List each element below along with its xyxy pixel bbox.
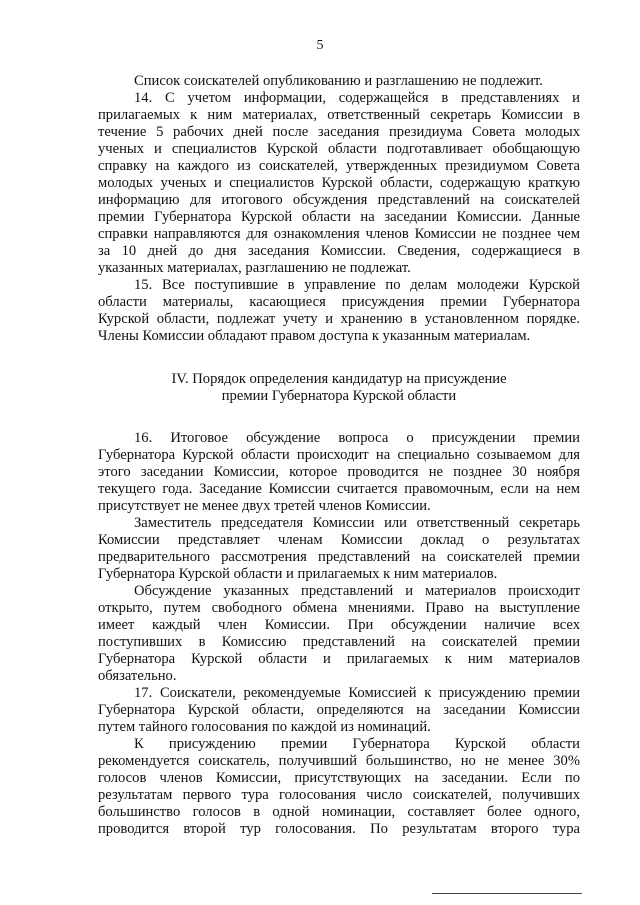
text-line: справки направляются для ознакомления членов Комиссии не позднее чем: [98, 226, 580, 242]
text-line: Губернатора Курской области и прилагаемых к ним материалов.: [98, 566, 498, 582]
text-line: предварительного рассмотрения представлений на соискателей премии: [98, 549, 580, 565]
text-line: текущего года. Заседание Комиссии считается правомочным, если на нем: [98, 481, 580, 497]
text-line: Губернатора Курской области и прилагаемых к ним материалов: [98, 651, 580, 667]
text-line: информацию для итогового обсуждения представлений на соискателей: [98, 192, 580, 208]
text-line: Заместитель председателя Комиссии или ответственный секретарь: [134, 515, 580, 531]
text-line: 16. Итоговое обсуждение вопроса о присуждении премии: [134, 430, 580, 446]
section-heading-line-2: премии Губернатора Курской области: [221, 388, 457, 404]
text-line: имеет каждый член Комиссии. При обсуждении наличие всех: [98, 617, 580, 633]
text-line: присутствует не менее двух третей членов Комиссии.: [98, 498, 431, 514]
footer-rule: [432, 893, 582, 894]
text-line: поступивших в Комиссию представлений на соискателей премии: [98, 634, 580, 650]
text-line: открыто, путем свободного обмена мнениями. Право на выступление: [98, 600, 580, 616]
page-number: 5: [316, 38, 324, 53]
section-heading-line-1: IV. Порядок определения кандидатур на присуждение: [171, 371, 507, 387]
text-line: этого заседании Комиссии, которое проводится не позднее 30 ноября: [98, 464, 580, 480]
text-line: 15. Все поступившие в управление по делам молодежи Курской: [134, 277, 580, 293]
text-line: за 10 дней до дня заседания Комиссии. Сведения, содержащиеся в: [98, 243, 580, 259]
text-line: Обсуждение указанных представлений и материалов происходит: [134, 583, 580, 599]
text-line: прилагаемых к ним материалах, ответственный секретарь Комиссии в: [98, 107, 580, 123]
text-line: голосов членов Комиссии, присутствующих на заседании. Если по: [98, 770, 580, 786]
text-line: Губернатора Курской области происходит на специально созываемом для: [98, 447, 580, 463]
text-line: К присуждению премии Губернатора Курской области: [134, 736, 580, 752]
text-line: премии Губернатора Курской области на заседании Комиссии. Данные: [98, 209, 580, 225]
text-line: Члены Комиссии обладают правом доступа к указанным материалам.: [98, 328, 531, 344]
text-line: путем тайного голосования по каждой из номинаций.: [98, 719, 431, 735]
text-line: течение 5 рабочих дней после заседания президиума Совета молодых: [98, 124, 580, 140]
text-line: большинство голосов в одной номинации, составляет более одного,: [98, 804, 580, 820]
text-line: рекомендуется соискатель, получивший большинство, но не менее 30%: [98, 753, 580, 769]
text-line: 17. Соискатели, рекомендуемые Комиссией к присуждению премии: [134, 685, 580, 701]
text-line: ученых и специалистов Курской области подготавливает обобщающую: [98, 141, 580, 157]
text-line: молодых ученых и специалистов Курской области, содержащую краткую: [98, 175, 580, 191]
text-line: указанных материалах, разглашению не подлежат.: [98, 260, 411, 276]
text-line: результатам первого тура голосования число соискателей, получивших: [98, 787, 580, 803]
text-line: обязательно.: [98, 668, 177, 684]
text-line: справку на каждого из соискателей, утвержденных президиумом Совета: [98, 158, 580, 174]
text-line: Список соискателей опубликованию и разглашению не подлежит.: [134, 73, 543, 89]
text-line: области материалы, касающиеся присуждения премии Губернатора: [98, 294, 580, 310]
text-line: Курской области, подлежат учету и хранению в установленном порядке.: [98, 311, 580, 327]
text-line: Губернатора Курской области, определяются на заседании Комиссии: [98, 702, 580, 718]
text-line: проводится второй тур голосования. По результатам второго тура: [98, 821, 580, 837]
text-line: Комиссии представляет членам Комиссии доклад о результатах: [98, 532, 580, 548]
text-line: 14. С учетом информации, содержащейся в представлениях и: [134, 90, 580, 106]
